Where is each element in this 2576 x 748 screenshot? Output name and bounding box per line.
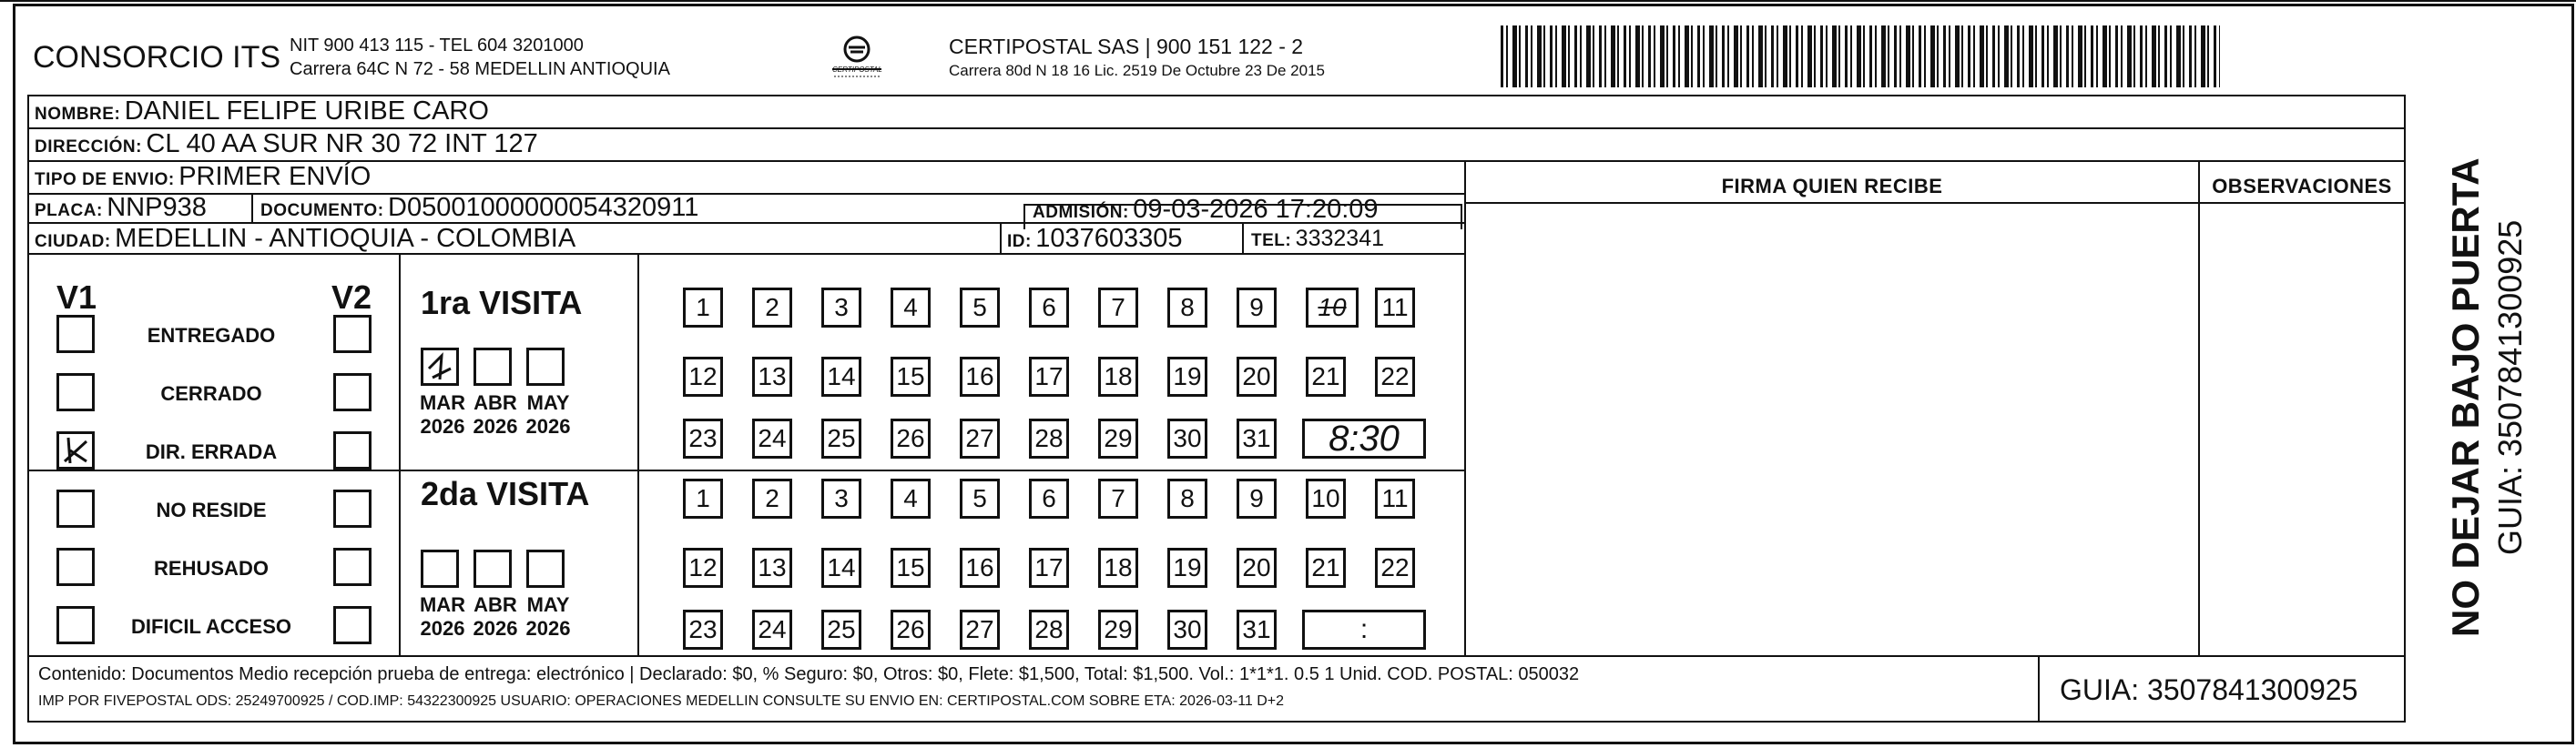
status-label: REHUSADO bbox=[154, 557, 269, 580]
visit2-title: 2da VISITA bbox=[421, 475, 590, 512]
tel-label: TEL: bbox=[1251, 231, 1292, 250]
time-box[interactable]: 8:30 bbox=[1302, 419, 1426, 459]
direccion-value: CL 40 AA SUR NR 30 72 INT 127 bbox=[146, 129, 538, 158]
month-checkbox[interactable] bbox=[421, 550, 459, 588]
status-label: CERRADO bbox=[160, 382, 262, 405]
month-label: ABR bbox=[473, 593, 517, 616]
day-cell[interactable]: 3 bbox=[821, 288, 861, 328]
day-cell[interactable]: 19 bbox=[1167, 357, 1207, 397]
status-label: ENTREGADO bbox=[147, 324, 276, 347]
month-label: MAR bbox=[419, 391, 466, 414]
v2-checkbox[interactable] bbox=[333, 490, 372, 528]
nombre-value: DANIEL FELIPE URIBE CARO bbox=[124, 96, 489, 126]
top-border bbox=[0, 0, 2576, 2]
day-cell[interactable]: 8 bbox=[1167, 479, 1207, 519]
v1-checkbox[interactable] bbox=[56, 490, 95, 528]
day-cell[interactable]: 15 bbox=[891, 548, 931, 588]
tipo-label: TIPO DE ENVIO: bbox=[35, 170, 175, 189]
logo-text: CERTIPOSTAL bbox=[832, 66, 882, 74]
v2-checkbox[interactable] bbox=[333, 373, 372, 411]
v1-label: V1 bbox=[56, 278, 97, 316]
day-cell[interactable]: 22 bbox=[1375, 548, 1415, 588]
month-checkbox[interactable] bbox=[473, 348, 512, 386]
placa-label: PLACA: bbox=[35, 201, 103, 220]
month-checkbox[interactable] bbox=[526, 550, 565, 588]
day-cell[interactable]: 24 bbox=[752, 610, 792, 650]
day-cell[interactable]: 16 bbox=[960, 357, 1000, 397]
month-year: 2026 bbox=[473, 617, 518, 640]
month-year: 2026 bbox=[525, 415, 571, 438]
month-checkbox[interactable] bbox=[526, 348, 565, 386]
day-cell[interactable]: 9 bbox=[1237, 288, 1277, 328]
day-cell[interactable]: 21 bbox=[1306, 357, 1346, 397]
sender-line2: Carrera 64C N 72 - 58 MEDELLIN ANTIOQUIA bbox=[290, 59, 670, 79]
v2-checkbox[interactable] bbox=[333, 315, 372, 353]
day-cell[interactable]: 13 bbox=[752, 548, 792, 588]
day-cell[interactable]: 7 bbox=[1098, 479, 1138, 519]
status-label: NO RESIDE bbox=[156, 499, 267, 521]
ciudad-label: CIUDAD: bbox=[35, 232, 111, 251]
documento-row bbox=[260, 193, 698, 223]
admision-label: ADMISIÓN: bbox=[1033, 203, 1129, 222]
day-cell[interactable]: 24 bbox=[752, 419, 792, 459]
v2-label: V2 bbox=[331, 278, 372, 316]
v1-checkbox[interactable] bbox=[56, 373, 95, 411]
sender-name: CONSORCIO ITS bbox=[33, 40, 281, 75]
visit1-title: 1ra VISITA bbox=[421, 284, 583, 321]
ciudad-value: MEDELLIN - ANTIOQUIA - COLOMBIA bbox=[115, 224, 576, 253]
ciudad-row bbox=[35, 224, 575, 254]
day-cell[interactable]: 17 bbox=[1029, 548, 1069, 588]
side-guia: GUIA: 3507841300925 bbox=[2491, 219, 2529, 555]
v1-checkbox[interactable] bbox=[56, 606, 95, 644]
day-cell[interactable]: 10 bbox=[1306, 288, 1359, 328]
day-cell[interactable]: 26 bbox=[891, 419, 931, 459]
day-cell[interactable]: 26 bbox=[891, 610, 931, 650]
day-cell[interactable]: 20 bbox=[1237, 548, 1277, 588]
documento-value: D05001000000054320911 bbox=[388, 193, 699, 222]
month-year: 2026 bbox=[525, 617, 571, 640]
day-cell[interactable]: 1 bbox=[683, 288, 723, 328]
tipo-row bbox=[35, 162, 371, 192]
nombre-label: NOMBRE: bbox=[35, 105, 121, 124]
day-cell[interactable]: 10 bbox=[1306, 479, 1346, 519]
day-cell[interactable]: 14 bbox=[821, 548, 861, 588]
v1-checkbox[interactable] bbox=[56, 315, 95, 353]
day-cell[interactable]: 21 bbox=[1306, 548, 1346, 588]
day-cell[interactable]: 29 bbox=[1098, 419, 1138, 459]
month-checkbox[interactable] bbox=[421, 348, 459, 386]
day-cell[interactable]: 6 bbox=[1029, 479, 1069, 519]
day-cell[interactable]: 2 bbox=[752, 288, 792, 328]
day-cell[interactable]: 15 bbox=[891, 357, 931, 397]
day-cell[interactable]: 5 bbox=[960, 479, 1000, 519]
day-cell[interactable]: 13 bbox=[752, 357, 792, 397]
day-cell[interactable]: 18 bbox=[1098, 357, 1138, 397]
documento-label: DOCUMENTO: bbox=[260, 201, 384, 220]
day-cell[interactable]: 28 bbox=[1029, 610, 1069, 650]
status-label: DIR. ERRADA bbox=[145, 440, 278, 463]
day-cell[interactable]: 20 bbox=[1237, 357, 1277, 397]
id-label: ID: bbox=[1007, 232, 1032, 251]
sender-line1: NIT 900 413 115 - TEL 604 3201000 bbox=[290, 35, 584, 56]
day-cell[interactable]: 18 bbox=[1098, 548, 1138, 588]
day-cell[interactable]: 28 bbox=[1029, 419, 1069, 459]
id-value: 1037603305 bbox=[1035, 224, 1183, 253]
tipo-value: PRIMER ENVÍO bbox=[178, 162, 372, 191]
v2-checkbox[interactable] bbox=[333, 548, 372, 586]
courier-line1: CERTIPOSTAL SAS | 900 151 122 - 2 bbox=[949, 35, 1304, 58]
day-cell[interactable]: 11 bbox=[1375, 288, 1415, 328]
certipostal-logo bbox=[825, 31, 889, 82]
nombre-row bbox=[35, 96, 489, 126]
day-cell[interactable]: 1 bbox=[683, 479, 723, 519]
day-cell[interactable]: 14 bbox=[821, 357, 861, 397]
day-cell[interactable]: 30 bbox=[1167, 419, 1207, 459]
admision-row bbox=[1033, 195, 1379, 225]
footer-line1: Contenido: Documentos Medio recepción prueba de entrega: electrónico | Declarado: $0, % Seguro: $0, Otros: $0, Flete: $1,500, Total: $1,500. Vol.: 1*1*1. 0.5 1 Unid. COD. POSTAL: 050032 bbox=[38, 664, 1580, 684]
day-cell[interactable]: 3 bbox=[821, 479, 861, 519]
day-cell[interactable]: 27 bbox=[960, 610, 1000, 650]
v2-checkbox[interactable] bbox=[333, 606, 372, 644]
placa-row bbox=[35, 193, 207, 223]
v2-checkbox[interactable] bbox=[333, 431, 372, 470]
firma-header: FIRMA QUIEN RECIBE bbox=[1721, 175, 1943, 197]
day-cell[interactable]: 7 bbox=[1098, 288, 1138, 328]
admision-value: 09-03-2026 17:20:09 bbox=[1133, 195, 1379, 224]
day-cell[interactable]: 23 bbox=[683, 610, 723, 650]
barcode bbox=[1501, 25, 2220, 87]
direccion-label: DIRECCIÓN: bbox=[35, 137, 142, 157]
direccion-row bbox=[35, 129, 538, 159]
day-cell[interactable]: 16 bbox=[960, 548, 1000, 588]
tel-value: 3332341 bbox=[1295, 226, 1384, 251]
tel-row bbox=[1251, 226, 1384, 252]
day-cell[interactable]: 30 bbox=[1167, 610, 1207, 650]
time-box[interactable]: : bbox=[1302, 610, 1426, 650]
footer-line2: IMP POR FIVEPOSTAL ODS: 25249700925 / COD.IMP: 54322300925 USUARIO: OPERACIONES MEDELLIN CONSULTE SU ENVIO EN: CERTIPOSTAL.COM SOBRE ETA: 2026-03-11 D+2 bbox=[38, 693, 1285, 709]
v1-checkbox[interactable] bbox=[56, 548, 95, 586]
month-checkbox[interactable] bbox=[473, 550, 512, 588]
day-cell[interactable]: 31 bbox=[1237, 419, 1277, 459]
day-cell[interactable]: 9 bbox=[1237, 479, 1277, 519]
day-cell[interactable]: 25 bbox=[821, 610, 861, 650]
guia-box: GUIA: 3507841300925 bbox=[2060, 673, 2358, 706]
day-cell[interactable]: 2 bbox=[752, 479, 792, 519]
v1-checkbox[interactable] bbox=[56, 431, 95, 470]
day-cell[interactable]: 31 bbox=[1237, 610, 1277, 650]
month-label: MAR bbox=[419, 593, 466, 616]
day-cell[interactable]: 5 bbox=[960, 288, 1000, 328]
month-year: 2026 bbox=[473, 415, 518, 438]
day-cell[interactable]: 17 bbox=[1029, 357, 1069, 397]
day-cell[interactable]: 11 bbox=[1375, 479, 1415, 519]
month-year: 2026 bbox=[420, 617, 465, 640]
id-row bbox=[1007, 224, 1183, 254]
placa-value: NNP938 bbox=[107, 193, 207, 222]
status-label: DIFICIL ACCESO bbox=[130, 615, 291, 638]
day-cell[interactable]: 4 bbox=[891, 288, 931, 328]
month-label: MAY bbox=[526, 593, 570, 616]
day-cell[interactable]: 25 bbox=[821, 419, 861, 459]
courier-line2: Carrera 80d N 18 16 Lic. 2519 De Octubre 23 De 2015 bbox=[949, 62, 1325, 79]
day-cell[interactable]: 6 bbox=[1029, 288, 1069, 328]
day-cell[interactable]: 23 bbox=[683, 419, 723, 459]
month-year: 2026 bbox=[420, 415, 465, 438]
day-cell[interactable]: 29 bbox=[1098, 610, 1138, 650]
day-cell[interactable]: 19 bbox=[1167, 548, 1207, 588]
day-cell[interactable]: 27 bbox=[960, 419, 1000, 459]
day-cell[interactable]: 8 bbox=[1167, 288, 1207, 328]
month-label: ABR bbox=[473, 391, 517, 414]
month-label: MAY bbox=[526, 391, 570, 414]
observaciones-header: OBSERVACIONES bbox=[2212, 175, 2392, 197]
day-cell[interactable]: 4 bbox=[891, 479, 931, 519]
day-cell[interactable]: 12 bbox=[683, 357, 723, 397]
day-cell[interactable]: 12 bbox=[683, 548, 723, 588]
day-cell[interactable]: 22 bbox=[1375, 357, 1415, 397]
side-warning: NO DEJAR BAJO PUERTA bbox=[2444, 157, 2487, 637]
